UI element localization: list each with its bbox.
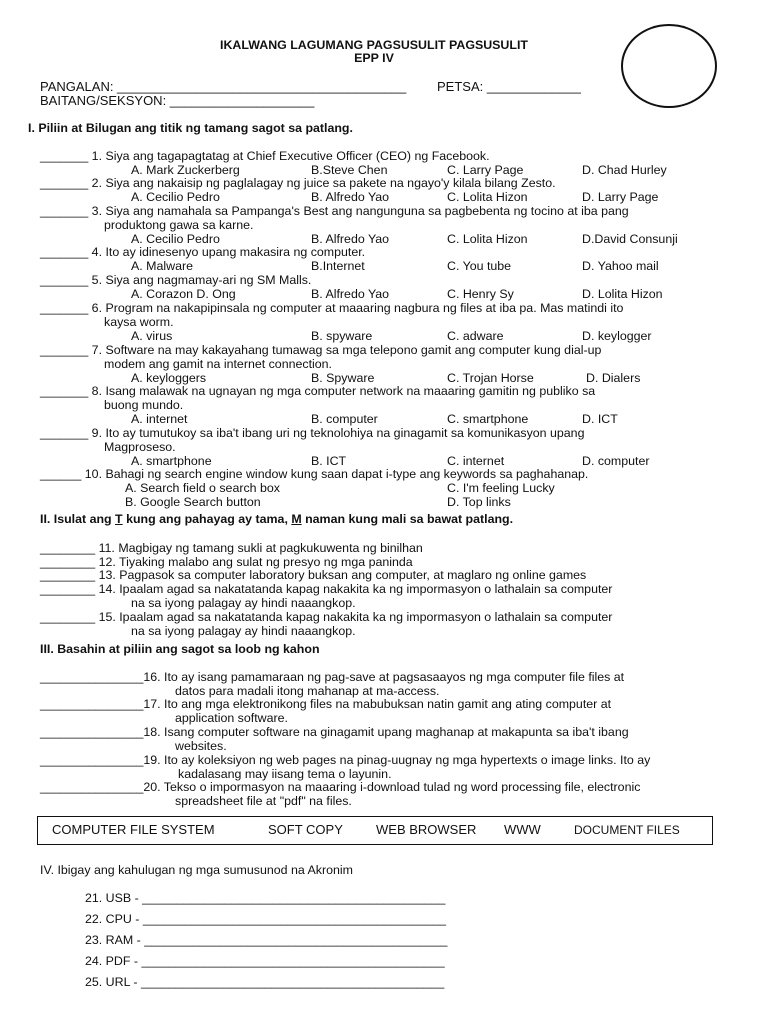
part4-instruction: IV. Ibigay ang kahulugan ng mga sumusunod na Akronim bbox=[40, 863, 353, 877]
choice-8-a: A. internet bbox=[131, 412, 188, 426]
definition-line: _______________18. Isang computer software na ginagamit upang maghanap at makapunta sa iba't ibang bbox=[40, 725, 629, 739]
choice-6-d: D. keylogger bbox=[582, 329, 652, 343]
choice-5-c: C. Henry Sy bbox=[447, 287, 514, 301]
definition-line: application software. bbox=[175, 711, 288, 725]
acronym-line: 24. PDF - ____________________________________________ bbox=[85, 954, 445, 968]
choice-2-b: B. Alfredo Yao bbox=[311, 190, 390, 204]
question-4: _______ 4. Ito ay idinesenyo upang makasira ng computer. bbox=[40, 245, 366, 259]
choice-2-a: A. Cecilio Pedro bbox=[131, 190, 220, 204]
question-6: _______ 6. Program na nakapipinsala ng computer at maaaring nagbura ng files at iba pa. Mas matindi ito bbox=[40, 301, 624, 315]
definition-line: _______________20. Tekso o impormasyon na maaaring i-download tulad ng word processing file, electronic bbox=[40, 780, 641, 794]
part1-instruction: I. Piliin at Bilugan ang titik ng tamang sagot sa patlang. bbox=[28, 121, 353, 135]
choice-2-c: C. Lolita Hizon bbox=[447, 190, 528, 204]
choice-8-d: D. ICT bbox=[582, 412, 618, 426]
definition-line: datos para madali itong mahanap at ma-access. bbox=[175, 684, 440, 698]
choice-10-b: B. Google Search button bbox=[125, 495, 261, 509]
choice-10-a: A. Search field o search box bbox=[125, 481, 280, 495]
part2-true-marker: T bbox=[115, 512, 123, 526]
part2-instruction-mid: kung ang pahayag ay tama, bbox=[122, 512, 292, 526]
statement-line: ________ 14. Ipaalam agad sa nakatatanda kapag nakakita ka ng impormasyon o lathalain sa computer bbox=[40, 582, 613, 596]
choice-8-c: C. smartphone bbox=[447, 412, 529, 426]
question-6-cont: kaysa worm. bbox=[104, 315, 174, 329]
part2-false-marker: M bbox=[291, 512, 302, 526]
choice-4-a: A. Malware bbox=[131, 259, 193, 273]
choice-9-d: D. computer bbox=[582, 454, 650, 468]
choice-1-b: B.Steve Chen bbox=[311, 163, 388, 177]
definition-line: _______________16. Ito ay isang pamamaraan ng pag-save at pagsasaayos ng mga computer file files at bbox=[40, 670, 625, 684]
choice-6-a: A. virus bbox=[131, 329, 173, 343]
choice-4-d: D. Yahoo mail bbox=[582, 259, 659, 273]
part2-instruction-pre: II. Isulat ang bbox=[40, 512, 116, 526]
question-9: _______ 9. Ito ay tumutukoy sa iba't ibang uri ng teknolohiya na ginagamit sa komunikasyon upang bbox=[40, 426, 585, 440]
question-7: _______ 7. Software na may kakayahang tumawag sa mga telepono gamit ang computer kung dial-up bbox=[40, 343, 602, 357]
question-3-cont: produktong gawa sa karne. bbox=[104, 218, 254, 232]
question-9-cont: Magproseso. bbox=[104, 440, 176, 454]
choice-7-b: B. Spyware bbox=[311, 371, 375, 385]
statement-line: na sa iyong palagay ay hindi naaangkop. bbox=[131, 624, 356, 638]
choice-5-b: B. Alfredo Yao bbox=[311, 287, 390, 301]
acronym-line: 23. RAM - ____________________________________________ bbox=[85, 933, 448, 947]
definition-line: _______________19. Ito ay koleksiyon ng web pages na pinag-uugnay ng mga hypertexts o image links. Ito ay bbox=[40, 753, 651, 767]
choice-6-b: B. spyware bbox=[311, 329, 373, 343]
choice-10-d: D. Top links bbox=[447, 495, 511, 509]
choice-computer-file-system: COMPUTER FILE SYSTEM bbox=[52, 822, 215, 837]
choice-9-a: A. smartphone bbox=[131, 454, 212, 468]
choice-soft-copy: SOFT COPY bbox=[268, 822, 343, 837]
choice-2-d: D. Larry Page bbox=[582, 190, 659, 204]
choice-3-c: C. Lolita Hizon bbox=[447, 232, 528, 246]
choice-10-c: C. I'm feeling Lucky bbox=[447, 481, 555, 495]
choice-3-d: D.David Consunji bbox=[582, 232, 678, 246]
question-8: _______ 8. Isang malawak na ugnayan ng mga computer network na maaaring gamitin ng publiko sa bbox=[40, 384, 596, 398]
statement-line: na sa iyong palagay ay hindi naaangkop. bbox=[131, 596, 356, 610]
choice-8-b: B. computer bbox=[311, 412, 378, 426]
choice-5-a: A. Corazon D. Ong bbox=[131, 287, 236, 301]
choice-9-b: B. ICT bbox=[311, 454, 347, 468]
question-7-cont: modem ang gamit na internet connection. bbox=[104, 357, 332, 371]
choice-www: WWW bbox=[504, 822, 541, 837]
choice-4-c: C. You tube bbox=[447, 259, 512, 273]
choice-7-d: D. Dialers bbox=[586, 371, 641, 385]
choice-5-d: D. Lolita Hizon bbox=[582, 287, 663, 301]
part2-instruction bbox=[40, 513, 513, 526]
question-8-cont: buong mundo. bbox=[104, 398, 184, 412]
score-circle bbox=[621, 24, 717, 108]
choice-7-a: A. keyloggers bbox=[131, 371, 207, 385]
choice-3-a: A. Cecilio Pedro bbox=[131, 232, 220, 246]
statement-line: ________ 15. Ipaalam agad sa nakatatanda kapag nakakita ka ng impormasyon o lathalain sa computer bbox=[40, 610, 613, 624]
acronym-line: 21. USB - ____________________________________________ bbox=[85, 891, 446, 905]
definition-line: _______________17. Ito ang mga elektronikong files na mabubuksan natin gamit ang ating computer at bbox=[40, 697, 612, 711]
definition-line: websites. bbox=[175, 739, 227, 753]
acronym-line: 25. URL - ____________________________________________ bbox=[85, 975, 445, 989]
choice-document-files: DOCUMENT FILES bbox=[574, 823, 680, 837]
choice-1-a: A. Mark Zuckerberg bbox=[131, 163, 240, 177]
choice-1-c: C. Larry Page bbox=[447, 163, 524, 177]
part3-instruction: III. Basahin at piliin ang sagot sa loob ng kahon bbox=[40, 642, 320, 656]
choice-9-c: C. internet bbox=[447, 454, 505, 468]
statement-line: ________ 13. Pagpasok sa computer laboratory buksan ang computer, at maglaro ng online games bbox=[40, 568, 587, 582]
choice-4-b: B.Internet bbox=[311, 259, 365, 273]
exam-subject: EPP IV bbox=[354, 51, 394, 65]
question-2: _______ 2. Siya ang nakaisip ng paglalagay ng juice sa pakete na ngayo'y kilala bilang Zesto. bbox=[40, 176, 556, 190]
definition-line: spreadsheet file at "pdf" na files. bbox=[175, 794, 352, 808]
choice-web-browser: WEB BROWSER bbox=[376, 822, 477, 837]
choice-1-d: D. Chad Hurley bbox=[582, 163, 667, 177]
question-3: _______ 3. Siya ang namahala sa Pampanga's Best ang nangunguna sa pagbebenta ng tocino at iba pang bbox=[40, 204, 629, 218]
grade-section-field[interactable]: BAITANG/SEKSYON: ____________________ bbox=[40, 93, 315, 108]
question-1: _______ 1. Siya ang tagapagtatag at Chief Executive Officer (CEO) ng Facebook. bbox=[40, 149, 490, 163]
exam-title: IKALWANG LAGUMANG PAGSUSULIT PAGSUSULIT bbox=[220, 38, 528, 52]
definition-line: kadalasang may iisang tema o layunin. bbox=[178, 767, 392, 781]
name-field[interactable]: PANGALAN: ________________________________________ bbox=[40, 79, 407, 94]
acronym-line: 22. CPU - ____________________________________________ bbox=[85, 912, 447, 926]
statement-line: ________ 11. Magbigay ng tamang sukli at pagkukuwenta ng binilhan bbox=[40, 541, 423, 555]
choice-3-b: B. Alfredo Yao bbox=[311, 232, 390, 246]
choice-6-c: C. adware bbox=[447, 329, 504, 343]
question-5: _______ 5. Siya ang nagmamay-ari ng SM Malls. bbox=[40, 273, 312, 287]
part2-instruction-post: naman kung mali sa bawat patlang. bbox=[301, 512, 514, 526]
choice-7-c: C. Trojan Horse bbox=[447, 371, 534, 385]
statement-line: ________ 12. Tiyaking malabo ang sulat ng presyo ng mga paninda bbox=[40, 555, 413, 569]
question-10: ______ 10. Bahagi ng search engine window kung saan dapat i-type ang keywords sa paghahanap. bbox=[40, 467, 589, 481]
date-field[interactable]: PETSA: _____________ bbox=[437, 79, 581, 94]
